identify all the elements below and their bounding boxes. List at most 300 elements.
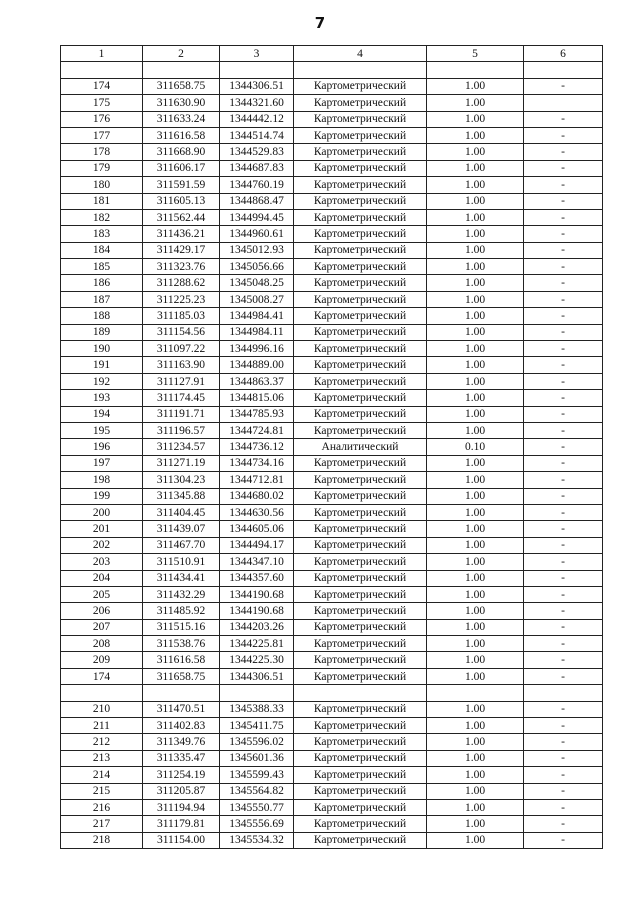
x-coordinate-cell: 311097.22 xyxy=(143,341,220,357)
column-header: 4 xyxy=(294,46,427,62)
page-number: 7 xyxy=(314,14,326,32)
y-coordinate-cell: 1344760.19 xyxy=(220,177,294,193)
accuracy-cell: 1.00 xyxy=(427,521,524,537)
table-row xyxy=(61,144,603,160)
x-coordinate-cell: 311605.13 xyxy=(143,193,220,209)
table-row xyxy=(61,193,603,209)
method-cell: Картометрический xyxy=(294,259,427,275)
method-cell: Картометрический xyxy=(294,144,427,160)
method-cell: Картометрический xyxy=(294,504,427,520)
column-header: 6 xyxy=(524,46,603,62)
description-cell: - xyxy=(524,570,603,586)
y-coordinate-cell: 1344225.81 xyxy=(220,636,294,652)
table-row xyxy=(61,799,603,815)
point-number-cell: 202 xyxy=(61,537,143,553)
description-cell: - xyxy=(524,488,603,504)
y-coordinate-cell: 1345601.36 xyxy=(220,750,294,766)
point-number-cell: 196 xyxy=(61,439,143,455)
section-separator-row xyxy=(61,685,603,701)
method-cell: Картометрический xyxy=(294,275,427,291)
method-cell: Картометрический xyxy=(294,718,427,734)
description-cell: - xyxy=(524,373,603,389)
description-cell: - xyxy=(524,603,603,619)
description-cell: - xyxy=(524,619,603,635)
y-coordinate-cell: 1344994.45 xyxy=(220,209,294,225)
table-row xyxy=(61,226,603,242)
x-coordinate-cell: 311510.91 xyxy=(143,554,220,570)
accuracy-cell: 1.00 xyxy=(427,242,524,258)
accuracy-cell: 1.00 xyxy=(427,193,524,209)
accuracy-cell: 1.00 xyxy=(427,357,524,373)
description-cell: - xyxy=(524,701,603,717)
accuracy-cell: 1.00 xyxy=(427,226,524,242)
coordinates-table-body xyxy=(61,46,603,849)
y-coordinate-cell: 1344785.93 xyxy=(220,406,294,422)
point-number-cell: 186 xyxy=(61,275,143,291)
table-row xyxy=(61,750,603,766)
y-coordinate-cell: 1344494.17 xyxy=(220,537,294,553)
table-row xyxy=(61,373,603,389)
method-cell: Картометрический xyxy=(294,78,427,94)
table-row xyxy=(61,488,603,504)
y-coordinate-cell: 1345008.27 xyxy=(220,291,294,307)
y-coordinate-cell: 1344357.60 xyxy=(220,570,294,586)
accuracy-cell: 1.00 xyxy=(427,570,524,586)
description-cell: - xyxy=(524,472,603,488)
x-coordinate-cell: 311191.71 xyxy=(143,406,220,422)
table-row xyxy=(61,439,603,455)
description-cell: - xyxy=(524,390,603,406)
x-coordinate-cell: 311154.56 xyxy=(143,324,220,340)
table-row xyxy=(61,127,603,143)
method-cell: Картометрический xyxy=(294,767,427,783)
x-coordinate-cell: 311323.76 xyxy=(143,259,220,275)
accuracy-cell: 1.00 xyxy=(427,816,524,832)
table-row xyxy=(61,816,603,832)
table-row xyxy=(61,554,603,570)
table-row xyxy=(61,734,603,750)
point-number-cell: 175 xyxy=(61,95,143,111)
column-header: 5 xyxy=(427,46,524,62)
x-coordinate-cell: 311515.16 xyxy=(143,619,220,635)
method-cell: Картометрический xyxy=(294,291,427,307)
method-cell: Картометрический xyxy=(294,537,427,553)
x-coordinate-cell: 311185.03 xyxy=(143,308,220,324)
column-header: 1 xyxy=(61,46,143,62)
y-coordinate-cell: 1344203.26 xyxy=(220,619,294,635)
method-cell: Картометрический xyxy=(294,193,427,209)
x-coordinate-cell: 311429.17 xyxy=(143,242,220,258)
accuracy-cell: 1.00 xyxy=(427,308,524,324)
point-number-cell: 199 xyxy=(61,488,143,504)
point-number-cell: 182 xyxy=(61,209,143,225)
table-row xyxy=(61,783,603,799)
description-cell: - xyxy=(524,422,603,438)
point-number-cell: 189 xyxy=(61,324,143,340)
y-coordinate-cell: 1345599.43 xyxy=(220,767,294,783)
method-cell: Картометрический xyxy=(294,521,427,537)
y-coordinate-cell: 1344190.68 xyxy=(220,603,294,619)
description-cell: - xyxy=(524,832,603,848)
accuracy-cell: 1.00 xyxy=(427,341,524,357)
accuracy-cell: 1.00 xyxy=(427,636,524,652)
y-coordinate-cell: 1344996.16 xyxy=(220,341,294,357)
method-cell: Картометрический xyxy=(294,570,427,586)
point-number-cell: 200 xyxy=(61,504,143,520)
description-cell: - xyxy=(524,259,603,275)
point-number-cell: 181 xyxy=(61,193,143,209)
point-number-cell: 188 xyxy=(61,308,143,324)
point-number-cell: 213 xyxy=(61,750,143,766)
table-row xyxy=(61,718,603,734)
x-coordinate-cell: 311616.58 xyxy=(143,652,220,668)
description-cell: - xyxy=(524,652,603,668)
empty-cell xyxy=(524,62,603,78)
accuracy-cell: 1.00 xyxy=(427,291,524,307)
x-coordinate-cell: 311606.17 xyxy=(143,160,220,176)
table-row xyxy=(61,521,603,537)
description-cell: - xyxy=(524,668,603,684)
description-cell: - xyxy=(524,78,603,94)
table-row xyxy=(61,668,603,684)
x-coordinate-cell: 311432.29 xyxy=(143,586,220,602)
accuracy-cell: 1.00 xyxy=(427,652,524,668)
point-number-cell: 193 xyxy=(61,390,143,406)
table-row xyxy=(61,324,603,340)
empty-cell xyxy=(220,62,294,78)
method-cell: Картометрический xyxy=(294,816,427,832)
x-coordinate-cell: 311127.91 xyxy=(143,373,220,389)
description-cell: - xyxy=(524,783,603,799)
y-coordinate-cell: 1344306.51 xyxy=(220,668,294,684)
table-row xyxy=(61,406,603,422)
method-cell: Картометрический xyxy=(294,111,427,127)
accuracy-cell: 1.00 xyxy=(427,160,524,176)
accuracy-cell: 1.00 xyxy=(427,504,524,520)
y-coordinate-cell: 1345596.02 xyxy=(220,734,294,750)
y-coordinate-cell: 1344734.16 xyxy=(220,455,294,471)
y-coordinate-cell: 1344347.10 xyxy=(220,554,294,570)
point-number-cell: 176 xyxy=(61,111,143,127)
description-cell: - xyxy=(524,504,603,520)
table-row xyxy=(61,537,603,553)
point-number-cell: 212 xyxy=(61,734,143,750)
accuracy-cell: 1.00 xyxy=(427,455,524,471)
method-cell: Картометрический xyxy=(294,586,427,602)
method-cell: Картометрический xyxy=(294,603,427,619)
y-coordinate-cell: 1344514.74 xyxy=(220,127,294,143)
accuracy-cell: 1.00 xyxy=(427,767,524,783)
x-coordinate-cell: 311630.90 xyxy=(143,95,220,111)
description-cell: - xyxy=(524,275,603,291)
empty-cell xyxy=(524,685,603,701)
table-row xyxy=(61,586,603,602)
table-row xyxy=(61,636,603,652)
method-cell: Картометрический xyxy=(294,668,427,684)
method-cell: Аналитический xyxy=(294,439,427,455)
y-coordinate-cell: 1345556.69 xyxy=(220,816,294,832)
point-number-cell: 187 xyxy=(61,291,143,307)
accuracy-cell: 0.10 xyxy=(427,439,524,455)
y-coordinate-cell: 1344442.12 xyxy=(220,111,294,127)
x-coordinate-cell: 311335.47 xyxy=(143,750,220,766)
method-cell: Картометрический xyxy=(294,127,427,143)
y-coordinate-cell: 1344630.56 xyxy=(220,504,294,520)
x-coordinate-cell: 311154.00 xyxy=(143,832,220,848)
description-cell: - xyxy=(524,537,603,553)
method-cell: Картометрический xyxy=(294,226,427,242)
point-number-cell: 217 xyxy=(61,816,143,832)
empty-cell xyxy=(294,685,427,701)
method-cell: Картометрический xyxy=(294,324,427,340)
table-row xyxy=(61,701,603,717)
accuracy-cell: 1.00 xyxy=(427,78,524,94)
table-row xyxy=(61,78,603,94)
accuracy-cell: 1.00 xyxy=(427,832,524,848)
coordinates-table xyxy=(60,45,603,849)
method-cell: Картометрический xyxy=(294,160,427,176)
table-row xyxy=(61,390,603,406)
method-cell: Картометрический xyxy=(294,652,427,668)
y-coordinate-cell: 1344889.00 xyxy=(220,357,294,373)
accuracy-cell: 1.00 xyxy=(427,783,524,799)
y-coordinate-cell: 1344529.83 xyxy=(220,144,294,160)
point-number-cell: 183 xyxy=(61,226,143,242)
y-coordinate-cell: 1344712.81 xyxy=(220,472,294,488)
x-coordinate-cell: 311562.44 xyxy=(143,209,220,225)
description-cell: - xyxy=(524,406,603,422)
accuracy-cell: 1.00 xyxy=(427,406,524,422)
point-number-cell: 209 xyxy=(61,652,143,668)
point-number-cell: 185 xyxy=(61,259,143,275)
method-cell: Картометрический xyxy=(294,832,427,848)
description-cell: - xyxy=(524,341,603,357)
accuracy-cell: 1.00 xyxy=(427,734,524,750)
point-number-cell: 198 xyxy=(61,472,143,488)
accuracy-cell: 1.00 xyxy=(427,177,524,193)
x-coordinate-cell: 311225.23 xyxy=(143,291,220,307)
method-cell: Картометрический xyxy=(294,455,427,471)
table-row xyxy=(61,504,603,520)
description-cell: - xyxy=(524,177,603,193)
accuracy-cell: 1.00 xyxy=(427,144,524,160)
point-number-cell: 177 xyxy=(61,127,143,143)
column-header: 2 xyxy=(143,46,220,62)
point-number-cell: 194 xyxy=(61,406,143,422)
table-header-row xyxy=(61,46,603,62)
table-row xyxy=(61,308,603,324)
x-coordinate-cell: 311349.76 xyxy=(143,734,220,750)
accuracy-cell: 1.00 xyxy=(427,390,524,406)
table-row xyxy=(61,767,603,783)
empty-cell xyxy=(143,62,220,78)
point-number-cell: 210 xyxy=(61,701,143,717)
method-cell: Картометрический xyxy=(294,619,427,635)
point-number-cell: 184 xyxy=(61,242,143,258)
method-cell: Картометрический xyxy=(294,472,427,488)
description-cell: - xyxy=(524,193,603,209)
x-coordinate-cell: 311591.59 xyxy=(143,177,220,193)
method-cell: Картометрический xyxy=(294,701,427,717)
point-number-cell: 201 xyxy=(61,521,143,537)
point-number-cell: 203 xyxy=(61,554,143,570)
x-coordinate-cell: 311439.07 xyxy=(143,521,220,537)
y-coordinate-cell: 1344736.12 xyxy=(220,439,294,455)
accuracy-cell: 1.00 xyxy=(427,537,524,553)
x-coordinate-cell: 311616.58 xyxy=(143,127,220,143)
description-cell: - xyxy=(524,554,603,570)
accuracy-cell: 1.00 xyxy=(427,750,524,766)
method-cell: Картометрический xyxy=(294,734,427,750)
accuracy-cell: 1.00 xyxy=(427,422,524,438)
accuracy-cell: 1.00 xyxy=(427,259,524,275)
description-cell: - xyxy=(524,816,603,832)
description-cell: - xyxy=(524,144,603,160)
y-coordinate-cell: 1345048.25 xyxy=(220,275,294,291)
accuracy-cell: 1.00 xyxy=(427,209,524,225)
point-number-cell: 180 xyxy=(61,177,143,193)
y-coordinate-cell: 1344863.37 xyxy=(220,373,294,389)
y-coordinate-cell: 1345056.66 xyxy=(220,259,294,275)
description-cell: - xyxy=(524,767,603,783)
y-coordinate-cell: 1345388.33 xyxy=(220,701,294,717)
x-coordinate-cell: 311470.51 xyxy=(143,701,220,717)
accuracy-cell: 1.00 xyxy=(427,324,524,340)
x-coordinate-cell: 311163.90 xyxy=(143,357,220,373)
accuracy-cell: 1.00 xyxy=(427,718,524,734)
point-number-cell: 192 xyxy=(61,373,143,389)
point-number-cell: 178 xyxy=(61,144,143,160)
method-cell: Картометрический xyxy=(294,341,427,357)
x-coordinate-cell: 311194.94 xyxy=(143,799,220,815)
method-cell: Картометрический xyxy=(294,750,427,766)
point-number-cell: 174 xyxy=(61,668,143,684)
table-row xyxy=(61,472,603,488)
method-cell: Картометрический xyxy=(294,783,427,799)
table-row xyxy=(61,341,603,357)
point-number-cell: 190 xyxy=(61,341,143,357)
method-cell: Картометрический xyxy=(294,554,427,570)
table-row xyxy=(61,275,603,291)
description-cell: - xyxy=(524,226,603,242)
table-row xyxy=(61,259,603,275)
empty-cell xyxy=(427,62,524,78)
x-coordinate-cell: 311434.41 xyxy=(143,570,220,586)
accuracy-cell: 1.00 xyxy=(427,275,524,291)
x-coordinate-cell: 311467.70 xyxy=(143,537,220,553)
description-cell: - xyxy=(524,750,603,766)
x-coordinate-cell: 311485.92 xyxy=(143,603,220,619)
y-coordinate-cell: 1344868.47 xyxy=(220,193,294,209)
point-number-cell: 174 xyxy=(61,78,143,94)
x-coordinate-cell: 311345.88 xyxy=(143,488,220,504)
description-cell: - xyxy=(524,586,603,602)
empty-cell xyxy=(143,685,220,701)
method-cell: Картометрический xyxy=(294,373,427,389)
method-cell: Картометрический xyxy=(294,357,427,373)
accuracy-cell: 1.00 xyxy=(427,488,524,504)
description-cell: - xyxy=(524,324,603,340)
section-separator-row xyxy=(61,62,603,78)
point-number-cell: 197 xyxy=(61,455,143,471)
description-cell: - xyxy=(524,111,603,127)
accuracy-cell: 1.00 xyxy=(427,95,524,111)
y-coordinate-cell: 1344680.02 xyxy=(220,488,294,504)
method-cell: Картометрический xyxy=(294,636,427,652)
y-coordinate-cell: 1345012.93 xyxy=(220,242,294,258)
description-cell: - xyxy=(524,636,603,652)
table-row xyxy=(61,160,603,176)
table-row xyxy=(61,619,603,635)
accuracy-cell: 1.00 xyxy=(427,111,524,127)
accuracy-cell: 1.00 xyxy=(427,554,524,570)
accuracy-cell: 1.00 xyxy=(427,668,524,684)
point-number-cell: 195 xyxy=(61,422,143,438)
empty-cell xyxy=(61,685,143,701)
method-cell: Картометрический xyxy=(294,406,427,422)
table-row xyxy=(61,357,603,373)
x-coordinate-cell: 311538.76 xyxy=(143,636,220,652)
table-row xyxy=(61,832,603,848)
x-coordinate-cell: 311174.45 xyxy=(143,390,220,406)
method-cell: Картометрический xyxy=(294,242,427,258)
point-number-cell: 218 xyxy=(61,832,143,848)
x-coordinate-cell: 311196.57 xyxy=(143,422,220,438)
method-cell: Картометрический xyxy=(294,95,427,111)
x-coordinate-cell: 311254.19 xyxy=(143,767,220,783)
x-coordinate-cell: 311402.83 xyxy=(143,718,220,734)
y-coordinate-cell: 1345534.32 xyxy=(220,832,294,848)
description-cell: - xyxy=(524,127,603,143)
empty-cell xyxy=(294,62,427,78)
x-coordinate-cell: 311658.75 xyxy=(143,78,220,94)
x-coordinate-cell: 311404.45 xyxy=(143,504,220,520)
description-cell: - xyxy=(524,209,603,225)
method-cell: Картометрический xyxy=(294,422,427,438)
y-coordinate-cell: 1344605.06 xyxy=(220,521,294,537)
accuracy-cell: 1.00 xyxy=(427,619,524,635)
description-cell: - xyxy=(524,455,603,471)
accuracy-cell: 1.00 xyxy=(427,586,524,602)
x-coordinate-cell: 311205.87 xyxy=(143,783,220,799)
point-number-cell: 208 xyxy=(61,636,143,652)
y-coordinate-cell: 1344687.83 xyxy=(220,160,294,176)
point-number-cell: 207 xyxy=(61,619,143,635)
empty-cell xyxy=(61,62,143,78)
x-coordinate-cell: 311668.90 xyxy=(143,144,220,160)
accuracy-cell: 1.00 xyxy=(427,603,524,619)
y-coordinate-cell: 1344724.81 xyxy=(220,422,294,438)
x-coordinate-cell: 311288.62 xyxy=(143,275,220,291)
method-cell: Картометрический xyxy=(294,488,427,504)
x-coordinate-cell: 311658.75 xyxy=(143,668,220,684)
description-cell: - xyxy=(524,357,603,373)
description-cell: - xyxy=(524,521,603,537)
accuracy-cell: 1.00 xyxy=(427,701,524,717)
table-row xyxy=(61,652,603,668)
description-cell: - xyxy=(524,308,603,324)
table-row xyxy=(61,603,603,619)
description-cell xyxy=(524,95,603,111)
x-coordinate-cell: 311436.21 xyxy=(143,226,220,242)
empty-cell xyxy=(427,685,524,701)
accuracy-cell: 1.00 xyxy=(427,799,524,815)
point-number-cell: 216 xyxy=(61,799,143,815)
accuracy-cell: 1.00 xyxy=(427,127,524,143)
point-number-cell: 179 xyxy=(61,160,143,176)
table-row xyxy=(61,455,603,471)
description-cell: - xyxy=(524,439,603,455)
